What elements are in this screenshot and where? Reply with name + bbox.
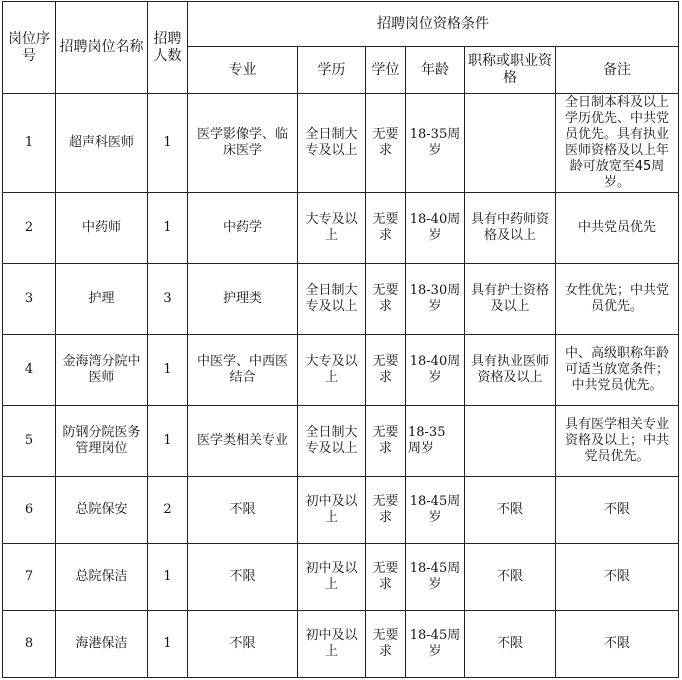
table-row (3, 477, 679, 544)
table-row (3, 611, 679, 678)
cell-degree: 无要求 (366, 335, 406, 406)
cell-education: 大专及以上 (298, 335, 366, 406)
cell-education: 全日制大专及以上 (298, 406, 366, 477)
cell-education: 初中及以上 (298, 611, 366, 678)
header-row-1 (3, 2, 679, 47)
cell-major: 不限 (188, 477, 298, 544)
cell-note: 具有医学相关专业资格及以上；中共党员优先。 (556, 406, 679, 477)
cell-age: 18-45周岁 (406, 477, 465, 544)
cell-note: 全日制本科及以上学历优先、中共党员优先。具有执业医师资格及以上年龄可放宽至45周岁。 (556, 94, 679, 193)
cell-position: 总院保安 (56, 477, 148, 544)
cell-note: 中共党员优先 (556, 193, 679, 264)
header-conditions: 招聘岗位资格条件 (188, 2, 679, 47)
cell-index: 4 (3, 335, 56, 406)
cell-degree: 无要求 (366, 611, 406, 678)
table-row (3, 94, 679, 193)
cell-degree: 无要求 (366, 477, 406, 544)
cell-count: 1 (148, 611, 188, 678)
cell-note: 女性优先；中共党员优先。 (556, 264, 679, 335)
cell-education: 全日制大专及以上 (298, 94, 366, 193)
cell-position: 防钢分院医务管理岗位 (56, 406, 148, 477)
table-row (3, 544, 679, 611)
cell-position: 海港保洁 (56, 611, 148, 678)
cell-count: 1 (148, 94, 188, 193)
cell-age: 18-35周岁 (406, 94, 465, 193)
cell-position: 金海湾分院中医师 (56, 335, 148, 406)
cell-count: 2 (148, 477, 188, 544)
table-row (3, 264, 679, 335)
cell-age: 18-30周岁 (406, 264, 465, 335)
cell-education: 初中及以上 (298, 544, 366, 611)
cell-title (465, 406, 556, 477)
cell-title: 不限 (465, 477, 556, 544)
cell-age: 18-35 周岁 (406, 406, 465, 477)
cell-note: 不限 (556, 611, 679, 678)
recruitment-table (2, 1, 679, 678)
cell-major: 医学影像学、临床医学 (188, 94, 298, 193)
header-title: 职称或职业资格 (465, 47, 556, 94)
header-position: 招聘岗位名称 (56, 2, 148, 94)
cell-title (465, 94, 556, 193)
table-row (3, 193, 679, 264)
header-degree: 学位 (366, 47, 406, 94)
cell-title: 不限 (465, 611, 556, 678)
cell-title: 具有执业医师资格及以上 (465, 335, 556, 406)
cell-age: 18-40周岁 (406, 335, 465, 406)
cell-major: 中药学 (188, 193, 298, 264)
cell-degree: 无要求 (366, 544, 406, 611)
cell-position: 中药师 (56, 193, 148, 264)
cell-age: 18-45周岁 (406, 611, 465, 678)
header-education: 学历 (298, 47, 366, 94)
cell-education: 全日制大专及以上 (298, 264, 366, 335)
cell-index: 5 (3, 406, 56, 477)
cell-major: 不限 (188, 611, 298, 678)
cell-position: 护理 (56, 264, 148, 335)
cell-major: 医学类相关专业 (188, 406, 298, 477)
cell-major: 不限 (188, 544, 298, 611)
cell-title: 具有护士资格及以上 (465, 264, 556, 335)
cell-title: 具有中药师资格及以上 (465, 193, 556, 264)
cell-count: 3 (148, 264, 188, 335)
cell-index: 1 (3, 94, 56, 193)
cell-count: 1 (148, 193, 188, 264)
cell-education: 大专及以上 (298, 193, 366, 264)
cell-age: 18-40周岁 (406, 193, 465, 264)
cell-education: 初中及以上 (298, 477, 366, 544)
header-index: 岗位序号 (3, 2, 56, 94)
cell-count: 1 (148, 544, 188, 611)
cell-index: 3 (3, 264, 56, 335)
table-row (3, 406, 679, 477)
cell-index: 8 (3, 611, 56, 678)
cell-index: 6 (3, 477, 56, 544)
cell-position: 超声科医师 (56, 94, 148, 193)
table-row (3, 335, 679, 406)
cell-index: 7 (3, 544, 56, 611)
cell-major: 中医学、中西医结合 (188, 335, 298, 406)
cell-count: 1 (148, 335, 188, 406)
cell-count: 1 (148, 406, 188, 477)
cell-degree: 无要求 (366, 94, 406, 193)
cell-position: 总院保洁 (56, 544, 148, 611)
cell-note: 不限 (556, 477, 679, 544)
cell-age: 18-45周岁 (406, 544, 465, 611)
cell-degree: 无要求 (366, 406, 406, 477)
cell-degree: 无要求 (366, 193, 406, 264)
cell-major: 护理类 (188, 264, 298, 335)
header-age: 年龄 (406, 47, 465, 94)
cell-note: 中、高级职称年龄可适当放宽条件；中共党员优先。 (556, 335, 679, 406)
header-note: 备注 (556, 47, 679, 94)
cell-title: 不限 (465, 544, 556, 611)
cell-degree: 无要求 (366, 264, 406, 335)
cell-note: 不限 (556, 544, 679, 611)
header-count: 招聘人数 (148, 2, 188, 94)
header-major: 专业 (188, 47, 298, 94)
cell-index: 2 (3, 193, 56, 264)
